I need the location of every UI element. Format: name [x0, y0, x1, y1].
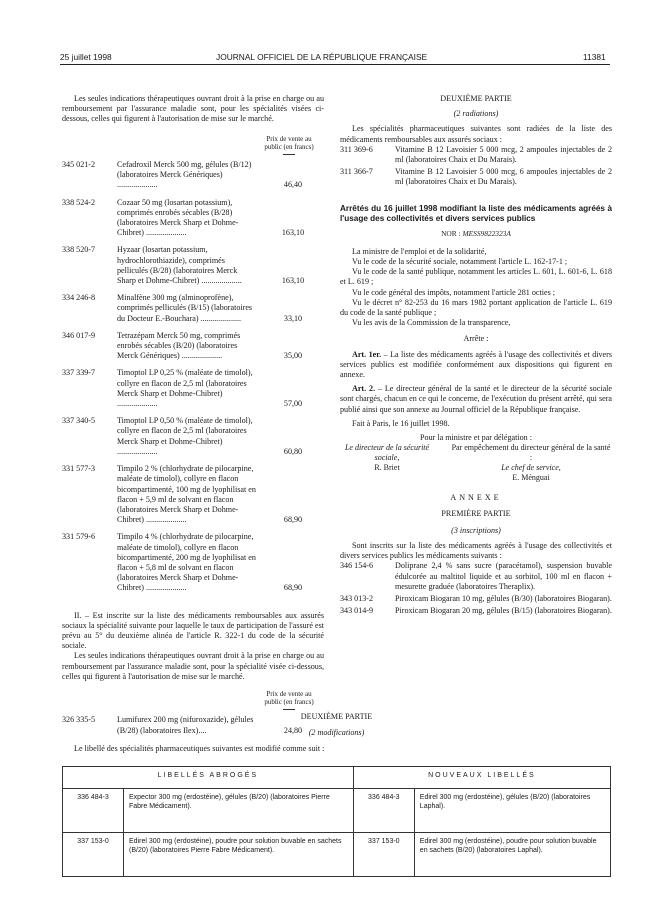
radiation-intro: Les spécialités pharmaceutiques suivantes sont radiées de la liste des médicaments remboursables aux assurés sociaux :	[340, 124, 612, 144]
entry-text: Timpilo 2 % (chlorhydrate de pilocarpine, maléate de timolol), collyre en flacon bicompartimenté, 100 mg de lyophilisat en flacon + 5,9 ml de solvant en flacon (laboratoires Merck Sharp et Dohme-Chibret)	[117, 464, 256, 525]
entry-text: Timpilo 4 % (chlorhydrate de pilocarpine, maléate de timolol), collyre en flacon bicompartimenté, 200 mg de lyophilisat en flacon + 5,8 ml de solvant en flacon (laboratoires Merck Sharp et Dohme-Chibret)	[117, 532, 256, 593]
list-item	[340, 606, 612, 616]
art2-text: – Le directeur général de la santé et le directeur de la sécurité sociale sont chargés, chacun en ce qui le concerne, de l'exécution du présent arrêté, qui sera publié ainsi que son annexe au Journal officiel de la République française.	[340, 384, 613, 414]
price-rule	[283, 154, 295, 155]
entry-body: Timpilo 2 % (chlorhydrate de pilocarpine, maléate de timolol), collyre en flacon bicompartimenté, 100 mg de lyophilisat en flacon + 5,9 ml de solvant en flacon (laboratoires Merck Sharp et Dohme-Chibret) ....................	[117, 464, 256, 525]
signature-left	[342, 443, 432, 473]
entry-price: 68,90	[283, 583, 303, 593]
list-item	[62, 532, 324, 593]
old-code: 337 153-0	[63, 833, 124, 877]
fait-a-paris: Fait à Paris, le 16 juillet 1998.	[352, 418, 450, 428]
inscription-list	[340, 561, 612, 616]
annexe-title: ANNEXE	[450, 493, 502, 503]
right-column	[340, 94, 612, 618]
art1-label: Art. 1er.	[352, 349, 382, 359]
visa-line: Vu le code de la santé publique, notamment les articles L. 601, L. 601-6, L. 618 et L. 619 ;	[340, 267, 612, 287]
visa-line: Vu les avis de la Commission de la transparence,	[352, 318, 511, 328]
entry-code: 346 154-6	[340, 561, 374, 571]
signature-right	[450, 443, 612, 483]
modif-part-title: DEUXIÈME PARTIE	[300, 712, 373, 721]
visa-line: Vu le code de la sécurité sociale, notamment l'article L. 162-17-1 ;	[352, 257, 568, 267]
entry-body: Cozaar 50 mg (losartan potassium), comprimés enrobés sécables (B/28) (laboratoires Merck Sharp et Dohme-Chibret) ....................	[117, 197, 239, 238]
entry-code: 311 369-6	[340, 144, 373, 154]
old-text: Edirel 300 mg (erdostéine), poudre pour solution buvable en sachets (B/20) (laboratoires Pierre Fabre Médicament).	[124, 833, 354, 877]
sig-left-title: Le directeur de la sécurité sociale,	[344, 443, 430, 463]
list-item	[62, 368, 324, 409]
list-item	[62, 331, 324, 362]
entry-code: 337 340-5	[62, 416, 96, 426]
header-rule	[60, 64, 610, 65]
entry-code: 337 339-7	[62, 368, 96, 378]
arrete-label: Arrête :	[463, 334, 489, 344]
new-code: 336 484-3	[353, 789, 414, 833]
entry-price: 68,90	[283, 515, 303, 525]
entry-body: Timoptol LP 0,25 % (maléate de timolol), collyre en flacon de 2,5 ml (laboratoires Merck Sharp et Dohme-Chibret) ....................	[117, 368, 253, 409]
journal-title: JOURNAL OFFICIEL DE LA RÉPUBLIQUE FRANÇAISE	[216, 52, 428, 62]
visas-list	[340, 247, 612, 329]
entry-text: Tetrazépam Merck 50 mg, comprimés enrobés sécables (B/20) (laboratoires Merck Génériques)	[117, 330, 241, 361]
visa-line: La ministre de l'emploi et de la solidarité,	[352, 246, 487, 256]
nor-label: NOR :	[441, 228, 463, 238]
col-header-new: NOUVEAUX LIBELLÉS	[353, 767, 610, 789]
entry-code: 331 577-3	[62, 464, 96, 474]
header-date: 25 juillet 1998	[60, 52, 112, 62]
entry-code: 345 021-2	[62, 160, 96, 170]
intro-paragraph-2: Les seules indications thérapeutiques ouvrant droit à la prise en charge ou au remboursement par l'assurance maladie sont, pour la spécialité visée ci-dessous, celles qui figurent à l'autorisation de mise sur le marché.	[62, 651, 324, 681]
entry-body: Hyzaar (losartan potassium, hydrochlorothiazide), comprimés pelliculés (B/28) (laboratoires Merck Sharp et Dohme-Chibret) ....................	[117, 245, 242, 286]
art1-text: – La liste des médicaments agréés à l'usage des collectivités et divers services publics est modifiée conformément aux dispositions qui figurent en annexe.	[340, 349, 612, 380]
delegation: Pour la ministre et par délégation :	[420, 433, 532, 443]
entry-price: 163,10	[281, 228, 305, 238]
entry-body: Minalfène 300 mg (alminoprofène), comprimés pelliculés (B/15) (laboratoires du Docteur E.-Bouchara) ....................	[117, 293, 253, 323]
entry-code: 346 017-9	[62, 330, 96, 340]
entry-text: Piroxicam Biogaran 10 mg, gélules (B/30) (laboratoires Biogaran).	[395, 593, 612, 603]
entry-price: 60,80	[283, 446, 303, 456]
entry-code: 343 013-2	[340, 593, 374, 603]
new-text: Edirel 300 mg (erdostéine), gélules (B/20) (laboratoires Laphal).	[414, 789, 610, 833]
modif-part-subtitle: (2 modifications)	[308, 728, 365, 737]
entry-text: Lumifurex 200 mg (nifuroxazide), gélules (B/28) (laboratoires Ilex)	[117, 715, 254, 735]
table-header-row	[63, 767, 611, 789]
radiation-list	[340, 145, 612, 188]
part-title: DEUXIÈME PARTIE	[440, 94, 512, 103]
entry-text: Doliprane 2,4 % sans sucre (paracétamol), suspension buvable édulcorée au maltitol liquide et au sorbitol, 100 ml en flacon + mesurette graduée (laboratoires Theraplix).	[395, 561, 612, 591]
entry-price: 35,00	[283, 351, 303, 361]
entry-text: Vitamine B 12 Lavoisier 5 000 mcg, 2 ampoules injectables de 2 ml (laboratoires Chaix et Du Marais).	[395, 144, 612, 165]
libelles-table	[62, 766, 611, 877]
entry-price: 57,00	[283, 399, 303, 409]
article-ii: II. – Est inscrite sur la liste des médicaments remboursables aux assurés sociaux la spécialité suivante pour laquelle le taux de participation de l'assuré est prévu au 5° du deuxième alinéa de l'article R. 322-1 du code de la sécurité sociale.	[62, 610, 324, 651]
sig-right-title: Par empêchement du directeur général de la santé :	[451, 443, 611, 463]
list-item	[340, 145, 612, 165]
list-item	[340, 561, 612, 592]
entry-price: 33,10	[283, 313, 303, 323]
part-subtitle: (2 radiations)	[453, 109, 499, 119]
sig-right-role: Le chef de service,	[501, 463, 561, 473]
visa-line: Vu le décret n° 82-253 du 16 mars 1982 portant application de l'article L. 619 du code de la santé publique ;	[340, 297, 612, 318]
entry-code: 338 520-7	[62, 245, 96, 255]
entry-body: Cefadroxil Merck 500 mg, gélules (B/12) (laboratoires Merck Génériques) ....................	[117, 160, 252, 190]
inscriptions-intro: Sont inscrits sur la liste des médicaments agréés à l'usage des collectivités et divers services publics les médicaments suivants :	[340, 540, 612, 561]
modif-intro: Le libellé des spécialités pharmaceutiques suivantes est modifié comme suit :	[74, 744, 325, 753]
entry-code: 338 524-2	[62, 197, 96, 207]
list-item	[62, 464, 324, 525]
intro-paragraph: Les seules indications thérapeutiques ouvrant droit à la prise en charge ou au remboursement par l'assurance maladie sont, pour les spécialités visées ci-dessous, celles qui figurent à l'autorisation de mise sur le marché.	[62, 94, 324, 124]
list-item	[62, 416, 324, 457]
premiere-partie: PREMIÈRE PARTIE	[441, 509, 511, 519]
table-row	[63, 833, 611, 877]
list-item	[62, 293, 324, 324]
entry-price: 163,10	[281, 276, 305, 286]
visa-line: Vu le code général des impôts, notamment l'article 281 octies ;	[352, 287, 556, 297]
price-column-header-2: Prix de vente au public (en francs)	[264, 689, 314, 707]
entry-text: Hyzaar (losartan potassium, hydrochlorothiazide), comprimés pelliculés (B/28) (laboratoires Merck Sharp et Dohme-Chibret)	[117, 245, 238, 286]
entry-text: Cozaar 50 mg (losartan potassium), comprimés enrobés sécables (B/28) (laboratoires Merck Sharp et Dohme-Chibret)	[117, 197, 239, 238]
page-number: 11381	[583, 52, 606, 62]
entry-body: Tetrazépam Merck 50 mg, comprimés enrobés sécables (B/20) (laboratoires Merck Génériques) ....................	[117, 330, 241, 361]
table-row	[63, 789, 611, 833]
entry-price: 46,40	[283, 180, 303, 190]
sig-left-name: R. Briet	[374, 463, 400, 473]
entry-code: 311 366-7	[340, 167, 373, 177]
col-header-old: LIBELLÉS ABROGÉS	[63, 767, 354, 789]
list-item	[340, 594, 612, 604]
price-column-header: Prix de vente au public (en francs)	[264, 134, 314, 151]
new-code: 337 153-0	[353, 833, 414, 877]
nor-code: MESS9822323A	[462, 228, 511, 238]
entry-text: Vitamine B 12 Lavoisier 5 000 mcg, 6 ampoules injectables de 2 ml (laboratoires Chaix et Du Marais).	[395, 167, 612, 187]
art2-label: Art. 2.	[352, 384, 376, 394]
entry-code: 326 335-5	[62, 715, 96, 725]
arrete-title: Arrêtés du 16 juillet 1998 modifiant la liste des médicaments agréés à l'usage des collectivités et divers services publics	[340, 203, 612, 223]
entry-price: 24,80	[283, 725, 303, 735]
entry-text: Timoptol LP 0,25 % (maléate de timolol), collyre en flacon de 2,5 ml (laboratoires Merck Sharp et Dohme-Chibret)	[117, 368, 253, 398]
list-item	[62, 245, 324, 286]
inscriptions-subtitle: (3 inscriptions)	[451, 525, 501, 535]
sig-right-name: E. Ménguai	[512, 473, 550, 483]
entry-lumifurex: 326 335-5 Lumifurex 200 mg (nifuroxazide), gélules (B/28) (laboratoires Ilex).... 24,80	[62, 715, 324, 735]
list-item	[62, 198, 324, 239]
list-item	[62, 160, 324, 191]
entry-text: Piroxicam Biogaran 20 mg, gélules (B/15) (laboratoires Biogaran).	[395, 606, 612, 616]
price-rule-2	[283, 709, 295, 710]
entries-list	[62, 160, 324, 594]
entry-code: 334 246-8	[62, 293, 96, 303]
entry-text: Cefadroxil Merck 500 mg, gélules (B/12) (laboratoires Merck Génériques)	[117, 160, 252, 180]
entry-text: Timoptol LP 0,50 % (maléate de timolol), collyre en flacon de 2,5 ml (laboratoires Merck Sharp et Dohme-Chibret)	[117, 416, 253, 446]
entry-code: 343 014-9	[340, 606, 374, 616]
entry-body: Timpilo 4 % (chlorhydrate de pilocarpine, maléate de timolol), collyre en flacon bicompartimenté, 200 mg de lyophilisat en flacon + 5,8 ml de solvant en flacon (laboratoires Merck Sharp et Dohme-Chibret) ....................	[117, 532, 256, 593]
old-text: Expector 300 mg (erdostéine), gélules (B/20) (laboratoires Pierre Fabre Médicament).	[124, 789, 354, 833]
entry-body: Timoptol LP 0,50 % (maléate de timolol), collyre en flacon de 2,5 ml (laboratoires Merck Sharp et Dohme-Chibret) ....................	[117, 416, 253, 456]
list-item	[340, 167, 612, 187]
entry-code: 331 579-6	[62, 532, 96, 542]
old-code: 336 484-3	[63, 789, 124, 833]
entry-text: Minalfène 300 mg (alminoprofène), comprimés pelliculés (B/15) (laboratoires du Docteur E.-Bouchara)	[117, 293, 253, 323]
left-column	[62, 94, 324, 743]
new-text: Edirel 300 mg (erdostéine), poudre pour solution buvable en sachets (B/20) (laboratoires Laphal).	[414, 833, 610, 877]
